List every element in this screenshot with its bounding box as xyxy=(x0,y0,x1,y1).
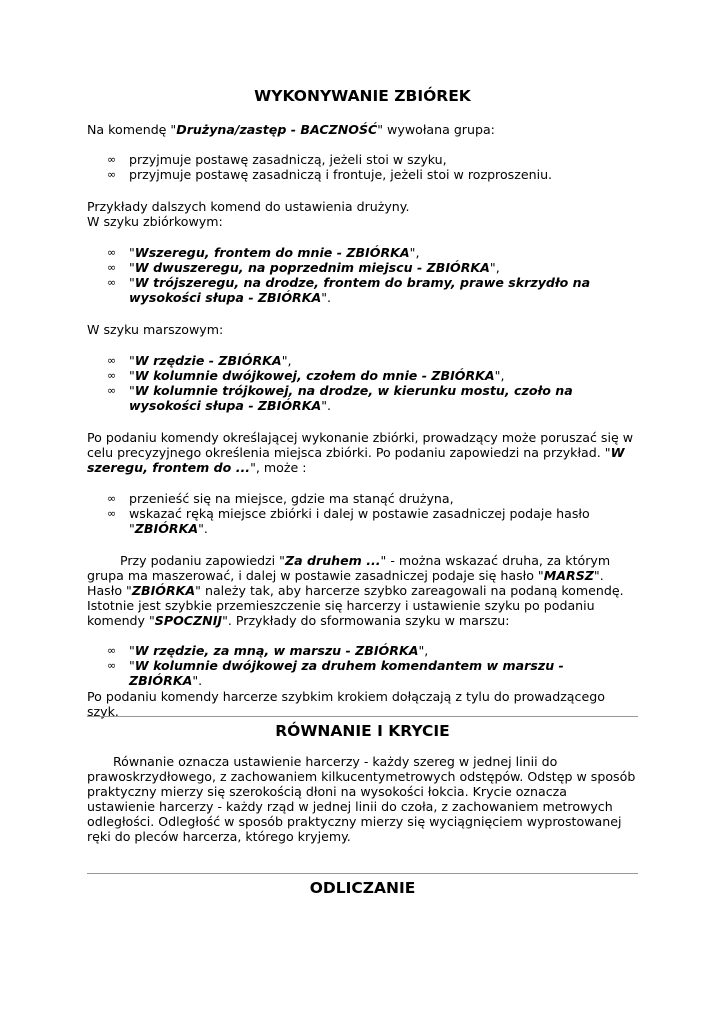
leader-paragraph: Po podaniu komendy określającej wykonanie zbiórki, prowadzący może poruszać się w celu precyzyjnego określenia miejsca zbiórki. Po podaniu zapowiedzi na przykład. "W szeregu, frontem do ...", może : xyxy=(87,430,634,475)
infinity-bullet-icon: ∞ xyxy=(107,507,117,520)
list-item: ∞ "W rzędzie, za mną, w marszu - ZBIÓRKA", xyxy=(107,643,429,658)
infinity-bullet-icon: ∞ xyxy=(107,261,117,274)
infinity-bullet-icon: ∞ xyxy=(107,644,117,657)
list-item: ∞ "W kolumnie dwójkowej za druhem komendantem w marszu - ZBIÓRKA". xyxy=(107,658,564,688)
marszowy-label: W szyku marszowym: xyxy=(87,322,224,337)
leader-actions-list xyxy=(87,491,638,536)
infinity-bullet-icon: ∞ xyxy=(107,153,117,166)
intro-paragraph: Na komendę "Drużyna/zastęp - BACZNOŚĆ" wywołana grupa: xyxy=(87,122,495,137)
infinity-bullet-icon: ∞ xyxy=(107,492,117,505)
list-item: ∞ "W dwuszeregu, na poprzednim miejscu - ZBIÓRKA", xyxy=(107,260,500,275)
list-item: ∞ "W kolumnie dwójkowej, czołem do mnie - ZBIÓRKA", xyxy=(107,368,505,383)
list-item: ∞ "W rzędzie - ZBIÓRKA", xyxy=(107,353,292,368)
list-item: ∞ "Wszeregu, frontem do mnie - ZBIÓRKA", xyxy=(107,245,420,260)
infinity-bullet-icon: ∞ xyxy=(107,168,117,181)
infinity-bullet-icon: ∞ xyxy=(107,276,117,289)
closing-paragraph: Po podaniu komendy harcerze szybkim krokiem dołączają z tylu do prowadzącego szyk. xyxy=(87,689,605,719)
list-item: ∞ "W trójszeregu, na drodze, frontem do bramy, prawe skrzydło na wysokości słupa - ZBIÓRKA". xyxy=(107,275,591,305)
infinity-bullet-icon: ∞ xyxy=(107,354,117,367)
rownanie-paragraph: Równanie oznacza ustawienie harcerzy - każdy szereg w jednej linii do prawoskrzydłowego, z zachowaniem kilkucentymetrowych odstępów. Odstęp w sposób praktyczny mierzy się szerokością dłoni na wysokości łokcia. Krycie oznacza ustawienie harcerzy - każdy rząd w jednej linii do czoła, z zachowaniem metrowych odległości. Odległość w sposób praktyczny mierzy się wyciągnięciem wyprostowanej ręki do pleców harcerza, którego kryjemy. xyxy=(87,754,636,844)
section-title-odliczanie: ODLICZANIE xyxy=(309,879,416,897)
examples-intro: Przykłady dalszych komend do ustawienia drużyny. W szyku zbiórkowym: xyxy=(87,199,410,229)
list-item: ∞ przyjmuje postawę zasadniczą i frontuje, jeżeli stoi w rozproszeniu. xyxy=(107,167,553,182)
march-examples-list xyxy=(87,643,638,688)
infinity-bullet-icon: ∞ xyxy=(107,369,117,382)
zbiorkowy-commands-list xyxy=(87,245,638,305)
infinity-bullet-icon: ∞ xyxy=(107,659,117,672)
section-title-rownanie: RÓWNANIE I KRYCIE xyxy=(275,722,450,740)
druh-paragraph: Przy podaniu zapowiedzi "Za druhem ..." - można wskazać druha, za którym grupa ma maszerować, i dalej w postawie zasadniczej podaje się hasło "MARSZ". Hasło "ZBIÓRKA" należy tak, aby harcerze szybko zareagowali na podaną komendę. Istotnie jest szybkie przemieszczenie się harcerzy i ustawienie szyku po podaniu komendy "SPOCZNIJ". Przykłady do sformowania szyku w marszu: xyxy=(87,553,624,628)
marszowy-commands-list xyxy=(87,353,638,413)
list-item: ∞ wskazać ręką miejsce zbiórki i dalej w postawie zasadniczej podaje hasło "ZBIÓRKA". xyxy=(107,506,590,536)
group-actions-list xyxy=(87,152,638,182)
section-divider xyxy=(87,716,638,717)
infinity-bullet-icon: ∞ xyxy=(107,384,117,397)
list-item: ∞ przenieść się na miejsce, gdzie ma stanąć drużyna, xyxy=(107,491,454,506)
list-item: ∞ "W kolumnie trójkowej, na drodze, w kierunku mostu, czoło na wysokości słupa - ZBIÓRKA". xyxy=(107,383,573,413)
section-title-zbiorki: WYKONYWANIE ZBIÓREK xyxy=(254,87,471,105)
section-divider xyxy=(87,873,638,874)
infinity-bullet-icon: ∞ xyxy=(107,246,117,259)
command-baczność: Drużyna/zastęp - BACZNOŚĆ xyxy=(176,122,378,137)
list-item: ∞ przyjmuje postawę zasadniczą, jeżeli stoi w szyku, xyxy=(107,152,447,167)
